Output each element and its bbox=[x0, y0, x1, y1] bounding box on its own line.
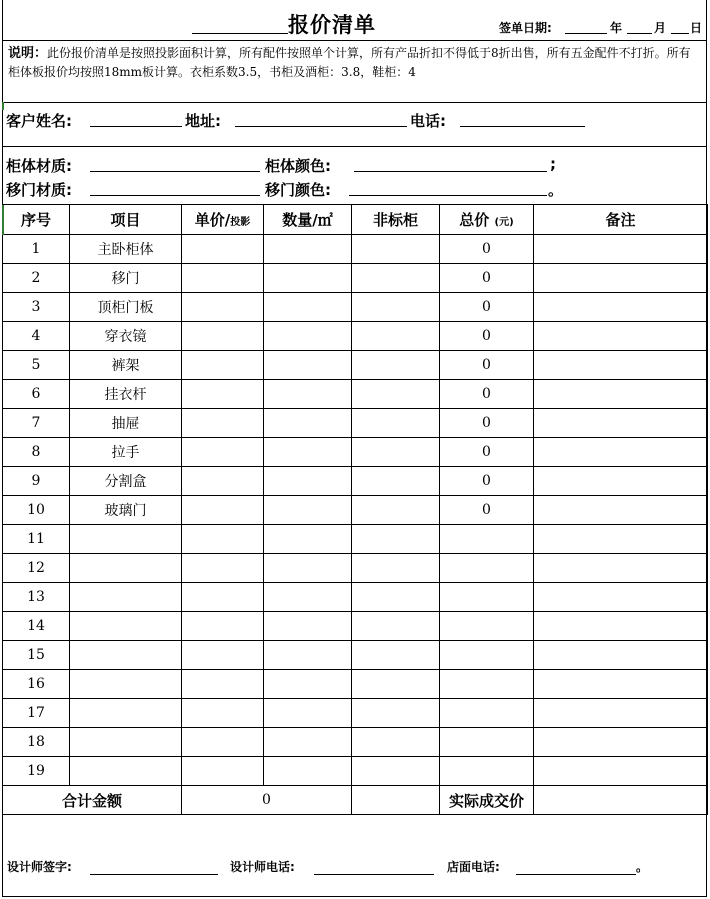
row-quantity[interactable] bbox=[264, 554, 352, 583]
phone-field[interactable] bbox=[460, 126, 585, 127]
row-item[interactable]: 分割盒 bbox=[70, 467, 182, 496]
row-remark[interactable] bbox=[534, 293, 708, 322]
row-total bbox=[440, 699, 534, 728]
row-quantity[interactable] bbox=[264, 438, 352, 467]
row-no: 16 bbox=[3, 670, 70, 699]
cell-marker bbox=[2, 205, 4, 235]
cabinet-color-field[interactable] bbox=[354, 171, 547, 172]
table-row bbox=[3, 380, 708, 409]
row-remark[interactable] bbox=[534, 757, 708, 786]
row-total bbox=[440, 583, 534, 612]
row-nonstandard[interactable] bbox=[352, 438, 440, 467]
row-nonstandard[interactable] bbox=[352, 728, 440, 757]
page-title: 报价清单 bbox=[288, 13, 376, 37]
row-item[interactable] bbox=[70, 554, 182, 583]
row-unit-price[interactable] bbox=[182, 322, 264, 351]
row-nonstandard[interactable] bbox=[352, 322, 440, 351]
table-row bbox=[3, 554, 708, 583]
row-nonstandard[interactable] bbox=[352, 467, 440, 496]
row-nonstandard[interactable] bbox=[352, 264, 440, 293]
table-row bbox=[3, 351, 708, 380]
row-total bbox=[440, 728, 534, 757]
designer-sign-field[interactable] bbox=[90, 874, 218, 875]
row-item[interactable] bbox=[70, 699, 182, 728]
row-remark[interactable] bbox=[534, 264, 708, 293]
row-unit-price[interactable] bbox=[182, 641, 264, 670]
row-no: 11 bbox=[3, 525, 70, 554]
divider bbox=[2, 146, 707, 147]
row-item[interactable] bbox=[70, 757, 182, 786]
row-no: 10 bbox=[3, 496, 70, 525]
row-quantity[interactable] bbox=[264, 670, 352, 699]
row-remark[interactable] bbox=[534, 409, 708, 438]
row-no: 4 bbox=[3, 322, 70, 351]
row-quantity[interactable] bbox=[264, 322, 352, 351]
row-unit-price[interactable] bbox=[182, 583, 264, 612]
row-remark[interactable] bbox=[534, 438, 708, 467]
col-unit-price-label: 单价/ bbox=[194, 211, 231, 229]
row-unit-price[interactable] bbox=[182, 467, 264, 496]
row-total: 0 bbox=[440, 322, 534, 351]
table-row bbox=[3, 670, 708, 699]
actual-price-label: 实际成交价 bbox=[440, 786, 534, 815]
row-item[interactable]: 挂衣杆 bbox=[70, 380, 182, 409]
row-nonstandard[interactable] bbox=[352, 554, 440, 583]
row-item[interactable] bbox=[70, 728, 182, 757]
row-quantity[interactable] bbox=[264, 699, 352, 728]
sign-date-day-blank[interactable] bbox=[671, 33, 689, 34]
sum-empty-cell[interactable] bbox=[352, 786, 440, 815]
row-quantity[interactable] bbox=[264, 496, 352, 525]
row-item[interactable] bbox=[70, 641, 182, 670]
row-item[interactable]: 玻璃门 bbox=[70, 496, 182, 525]
sign-date-month-blank[interactable] bbox=[627, 33, 652, 34]
row-total: 0 bbox=[440, 235, 534, 264]
row-total: 0 bbox=[440, 293, 534, 322]
row-quantity[interactable] bbox=[264, 583, 352, 612]
table-row bbox=[3, 699, 708, 728]
row-remark[interactable] bbox=[534, 525, 708, 554]
table-row bbox=[3, 235, 708, 264]
row-item[interactable] bbox=[70, 670, 182, 699]
row-total bbox=[440, 525, 534, 554]
customer-name-label: 客户姓名: bbox=[6, 112, 72, 130]
row-no: 12 bbox=[3, 554, 70, 583]
row-quantity[interactable] bbox=[264, 264, 352, 293]
sign-date-month: 月 bbox=[654, 21, 667, 35]
row-remark[interactable] bbox=[534, 554, 708, 583]
semicolon: ; bbox=[550, 155, 556, 173]
row-unit-price[interactable] bbox=[182, 525, 264, 554]
customer-name-field[interactable] bbox=[90, 126, 182, 127]
row-quantity[interactable] bbox=[264, 728, 352, 757]
col-quantity: 数量/㎡ bbox=[264, 205, 352, 235]
row-nonstandard[interactable] bbox=[352, 641, 440, 670]
row-quantity[interactable] bbox=[264, 235, 352, 264]
row-nonstandard[interactable] bbox=[352, 409, 440, 438]
row-no: 6 bbox=[3, 380, 70, 409]
row-unit-price[interactable] bbox=[182, 293, 264, 322]
period: 。 bbox=[548, 181, 564, 199]
row-remark[interactable] bbox=[534, 496, 708, 525]
row-unit-price[interactable] bbox=[182, 380, 264, 409]
sign-date-day: 日 bbox=[690, 21, 703, 35]
row-remark[interactable] bbox=[534, 380, 708, 409]
row-nonstandard[interactable] bbox=[352, 699, 440, 728]
row-total bbox=[440, 670, 534, 699]
col-no: 序号 bbox=[3, 205, 70, 235]
col-remark: 备注 bbox=[534, 205, 708, 235]
row-item[interactable] bbox=[70, 525, 182, 554]
col-unit-price bbox=[182, 205, 264, 235]
col-total-unit: (元) bbox=[494, 217, 514, 228]
row-total bbox=[440, 757, 534, 786]
store-phone-label: 店面电话: bbox=[447, 860, 500, 874]
quote-table bbox=[2, 204, 708, 815]
door-material-field[interactable] bbox=[90, 195, 260, 196]
door-color-label: 移门颜色: bbox=[265, 181, 331, 199]
note-text bbox=[8, 44, 700, 82]
col-total bbox=[440, 205, 534, 235]
row-quantity[interactable] bbox=[264, 380, 352, 409]
row-item[interactable]: 拉手 bbox=[70, 438, 182, 467]
actual-price-value[interactable] bbox=[534, 786, 708, 815]
note-body: 此份报价清单是按照投影面积计算，所有配件按照单个计算，所有产品折扣不得低于8折出售，所有五金配件不打折。所有柜体板报价均按照18mm板计算。衣柜系数3.5，书柜及酒柜：3.8，鞋柜：4 bbox=[8, 46, 691, 79]
row-total: 0 bbox=[440, 380, 534, 409]
row-total: 0 bbox=[440, 351, 534, 380]
row-unit-price[interactable] bbox=[182, 554, 264, 583]
note-label: 说明： bbox=[8, 46, 48, 61]
cabinet-color-label: 柜体颜色: bbox=[265, 157, 331, 175]
row-nonstandard[interactable] bbox=[352, 583, 440, 612]
table-row bbox=[3, 583, 708, 612]
table-header-row bbox=[3, 205, 708, 235]
row-total: 0 bbox=[440, 409, 534, 438]
table-row bbox=[3, 264, 708, 293]
row-item[interactable]: 抽屉 bbox=[70, 409, 182, 438]
row-remark[interactable] bbox=[534, 322, 708, 351]
row-unit-price[interactable] bbox=[182, 612, 264, 641]
row-remark[interactable] bbox=[534, 583, 708, 612]
row-quantity[interactable] bbox=[264, 409, 352, 438]
row-no: 14 bbox=[3, 612, 70, 641]
row-quantity[interactable] bbox=[264, 525, 352, 554]
row-total: 0 bbox=[440, 438, 534, 467]
sign-date-label: 签单日期: bbox=[499, 21, 552, 35]
row-unit-price[interactable] bbox=[182, 757, 264, 786]
cell-marker bbox=[2, 102, 4, 110]
sign-date-year-blank[interactable] bbox=[565, 33, 607, 34]
table-row bbox=[3, 728, 708, 757]
row-total: 0 bbox=[440, 467, 534, 496]
table-row bbox=[3, 641, 708, 670]
row-remark[interactable] bbox=[534, 728, 708, 757]
row-unit-price[interactable] bbox=[182, 409, 264, 438]
table-row bbox=[3, 438, 708, 467]
row-nonstandard[interactable] bbox=[352, 525, 440, 554]
door-color-field[interactable] bbox=[349, 195, 547, 196]
row-item[interactable] bbox=[70, 612, 182, 641]
row-item[interactable]: 顶柜门板 bbox=[70, 293, 182, 322]
row-unit-price[interactable] bbox=[182, 670, 264, 699]
table-row bbox=[3, 293, 708, 322]
row-unit-price[interactable] bbox=[182, 235, 264, 264]
table-row bbox=[3, 467, 708, 496]
row-item[interactable]: 裤架 bbox=[70, 351, 182, 380]
cabinet-material-field[interactable] bbox=[90, 171, 260, 172]
row-quantity[interactable] bbox=[264, 641, 352, 670]
row-remark[interactable] bbox=[534, 351, 708, 380]
row-no: 5 bbox=[3, 351, 70, 380]
summary-row bbox=[3, 786, 708, 815]
table-row bbox=[3, 525, 708, 554]
row-total: 0 bbox=[440, 264, 534, 293]
row-no: 3 bbox=[3, 293, 70, 322]
row-item[interactable]: 穿衣镜 bbox=[70, 322, 182, 351]
row-remark[interactable] bbox=[534, 467, 708, 496]
sign-date-year: 年 bbox=[610, 21, 623, 35]
address-label: 地址: bbox=[185, 112, 221, 130]
table-row bbox=[3, 612, 708, 641]
row-quantity[interactable] bbox=[264, 612, 352, 641]
row-no: 9 bbox=[3, 467, 70, 496]
row-nonstandard[interactable] bbox=[352, 670, 440, 699]
row-unit-price[interactable] bbox=[182, 699, 264, 728]
row-quantity[interactable] bbox=[264, 467, 352, 496]
col-total-label: 总价 bbox=[459, 211, 490, 229]
row-remark[interactable] bbox=[534, 641, 708, 670]
row-no: 18 bbox=[3, 728, 70, 757]
row-no: 19 bbox=[3, 757, 70, 786]
row-unit-price[interactable] bbox=[182, 728, 264, 757]
address-field[interactable] bbox=[235, 126, 407, 127]
designer-phone-label: 设计师电话: bbox=[230, 860, 295, 874]
row-nonstandard[interactable] bbox=[352, 235, 440, 264]
footer-period: 。 bbox=[636, 860, 649, 874]
designer-sign-label: 设计师签字: bbox=[7, 860, 72, 874]
row-unit-price[interactable] bbox=[182, 264, 264, 293]
row-no: 7 bbox=[3, 409, 70, 438]
col-nonstandard: 非标柜 bbox=[352, 205, 440, 235]
table-row bbox=[3, 757, 708, 786]
row-quantity[interactable] bbox=[264, 351, 352, 380]
row-quantity[interactable] bbox=[264, 293, 352, 322]
store-phone-field[interactable] bbox=[516, 874, 636, 875]
row-no: 2 bbox=[3, 264, 70, 293]
phone-label: 电话: bbox=[410, 112, 446, 130]
row-item[interactable]: 主卧柜体 bbox=[70, 235, 182, 264]
table-row bbox=[3, 322, 708, 351]
row-total: 0 bbox=[440, 496, 534, 525]
cabinet-material-label: 柜体材质: bbox=[6, 157, 72, 175]
row-nonstandard[interactable] bbox=[352, 612, 440, 641]
divider bbox=[2, 40, 707, 41]
row-no: 13 bbox=[3, 583, 70, 612]
row-nonstandard[interactable] bbox=[352, 293, 440, 322]
row-total bbox=[440, 612, 534, 641]
row-quantity[interactable] bbox=[264, 757, 352, 786]
sum-value[interactable]: 0 bbox=[182, 786, 352, 815]
divider bbox=[2, 102, 707, 103]
row-nonstandard[interactable] bbox=[352, 757, 440, 786]
row-unit-price[interactable] bbox=[182, 351, 264, 380]
row-remark[interactable] bbox=[534, 612, 708, 641]
row-nonstandard[interactable] bbox=[352, 380, 440, 409]
row-nonstandard[interactable] bbox=[352, 351, 440, 380]
col-unit-price-note: 投影 bbox=[230, 217, 251, 228]
row-unit-price[interactable] bbox=[182, 438, 264, 467]
sum-label: 合计金额 bbox=[3, 786, 182, 815]
row-remark[interactable] bbox=[534, 670, 708, 699]
row-total bbox=[440, 554, 534, 583]
row-no: 15 bbox=[3, 641, 70, 670]
row-no: 17 bbox=[3, 699, 70, 728]
door-material-label: 移门材质: bbox=[6, 181, 72, 199]
row-total bbox=[440, 641, 534, 670]
title-underline bbox=[192, 33, 288, 34]
row-item[interactable]: 移门 bbox=[70, 264, 182, 293]
row-no: 1 bbox=[3, 235, 70, 264]
row-item[interactable] bbox=[70, 583, 182, 612]
row-remark[interactable] bbox=[534, 699, 708, 728]
row-no: 8 bbox=[3, 438, 70, 467]
table-row bbox=[3, 409, 708, 438]
row-nonstandard[interactable] bbox=[352, 496, 440, 525]
designer-phone-field[interactable] bbox=[314, 874, 434, 875]
row-unit-price[interactable] bbox=[182, 496, 264, 525]
row-remark[interactable] bbox=[534, 235, 708, 264]
table-row bbox=[3, 496, 708, 525]
col-item: 项目 bbox=[70, 205, 182, 235]
